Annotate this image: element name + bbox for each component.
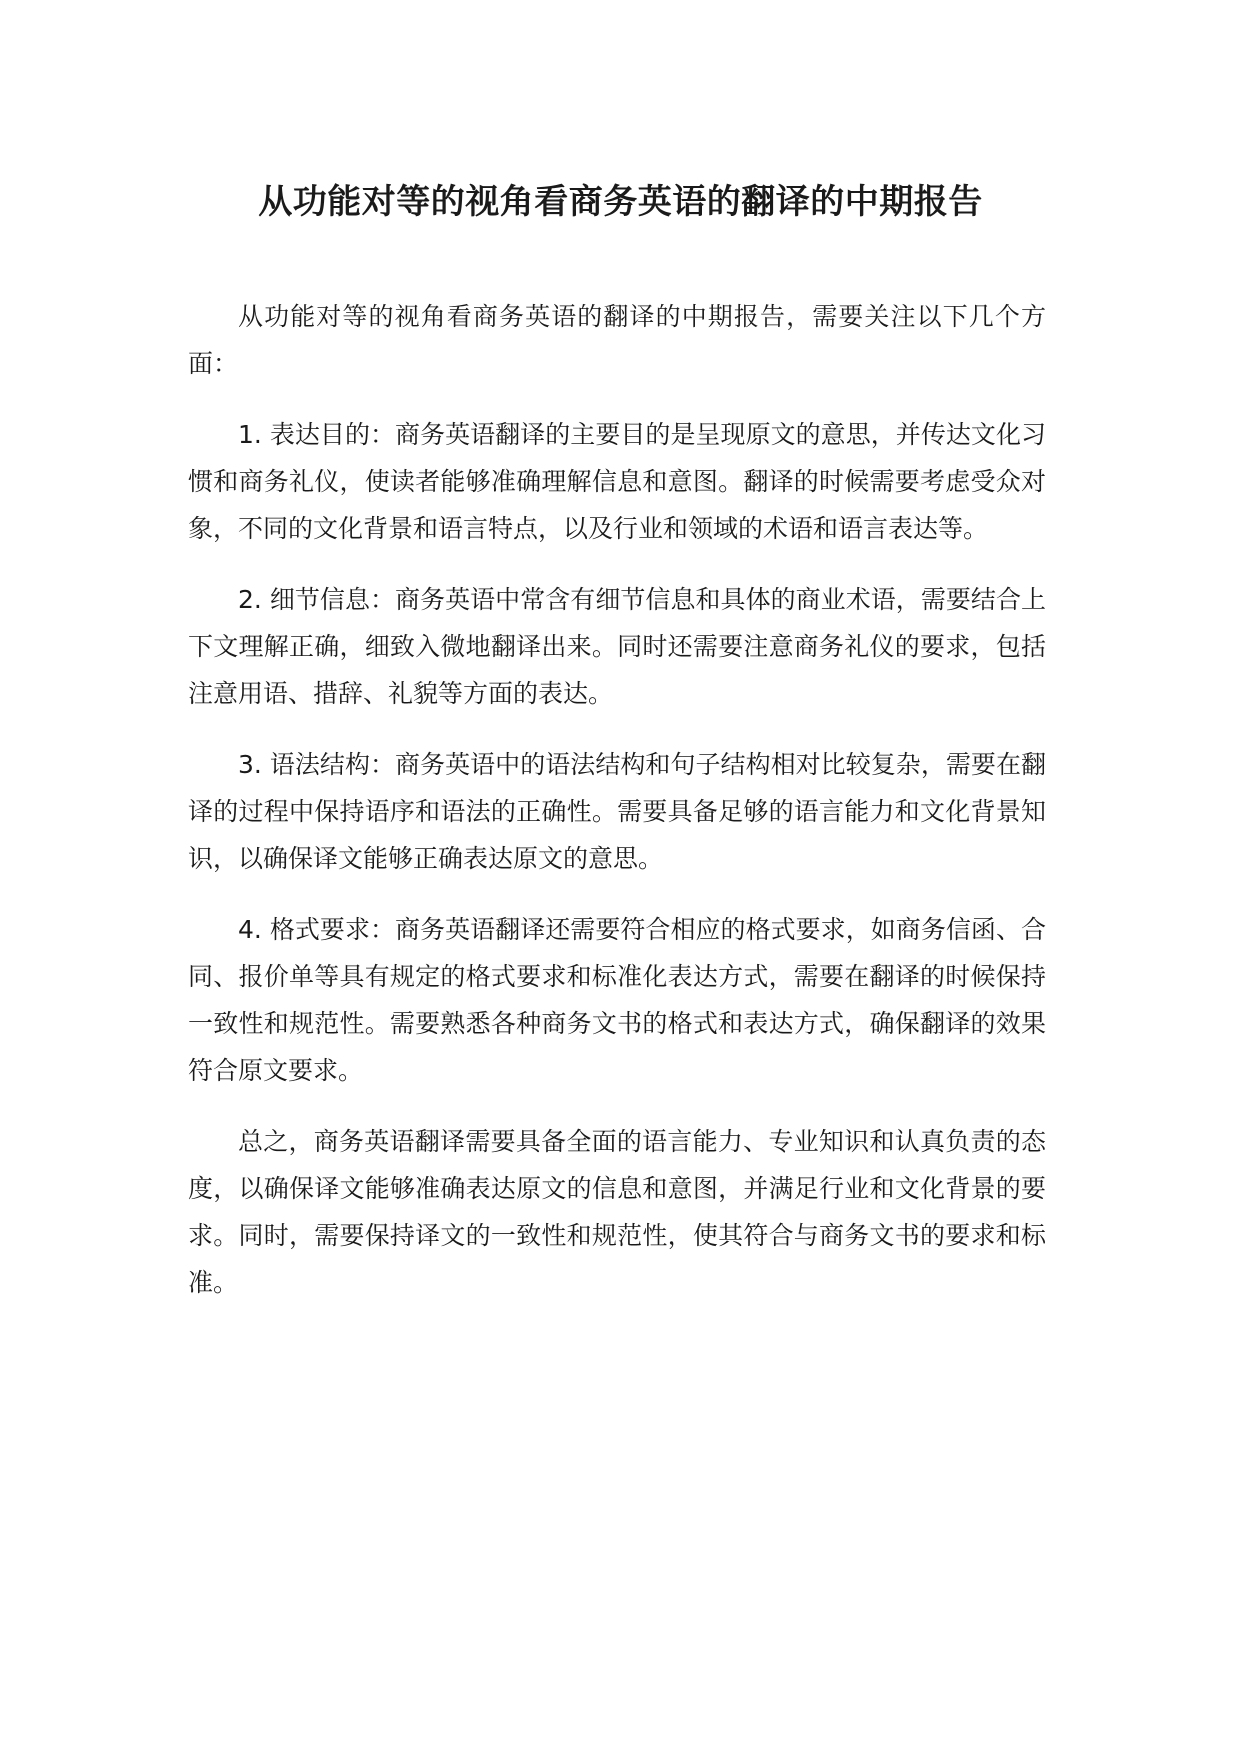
document-body <box>188 293 1046 1330</box>
paragraph-format-requirements: 4. 格式要求：商务英语翻译还需要符合相应的格式要求，如商务信函、合同、报价单等具有规定的格式要求和标准化表达方式，需要在翻译的时候保持一致性和规范性。需要熟悉各种商务文书的格式和表达方式，确保翻译的效果符合原文要求。 <box>188 915 1046 1085</box>
document-title: 从功能对等的视角看商务英语的翻译的中期报告 <box>258 182 983 222</box>
paragraph-intro: 从功能对等的视角看商务英语的翻译的中期报告，需要关注以下几个方面： <box>188 302 1046 378</box>
paragraph-detail-information: 2. 细节信息：商务英语中常含有细节信息和具体的商业术语，需要结合上下文理解正确，细致入微地翻译出来。同时还需要注意商务礼仪的要求，包括注意用语、措辞、礼貌等方面的表达。 <box>188 585 1046 708</box>
paragraph-grammar-structure: 3. 语法结构：商务英语中的语法结构和句子结构相对比较复杂，需要在翻译的过程中保持语序和语法的正确性。需要具备足够的语言能力和文化背景知识，以确保译文能够正确表达原文的意思。 <box>188 750 1046 873</box>
paragraph-conclusion: 总之，商务英语翻译需要具备全面的语言能力、专业知识和认真负责的态度，以确保译文能够准确表达原文的信息和意图，并满足行业和文化背景的要求。同时，需要保持译文的一致性和规范性，使其符合与商务文书的要求和标准。 <box>188 1127 1046 1297</box>
paragraph-expression-purpose: 1. 表达目的：商务英语翻译的主要目的是呈现原文的意思，并传达文化习惯和商务礼仪，使读者能够准确理解信息和意图。翻译的时候需要考虑受众对象，不同的文化背景和语言特点，以及行业和领域的术语和语言表达等。 <box>188 420 1046 543</box>
